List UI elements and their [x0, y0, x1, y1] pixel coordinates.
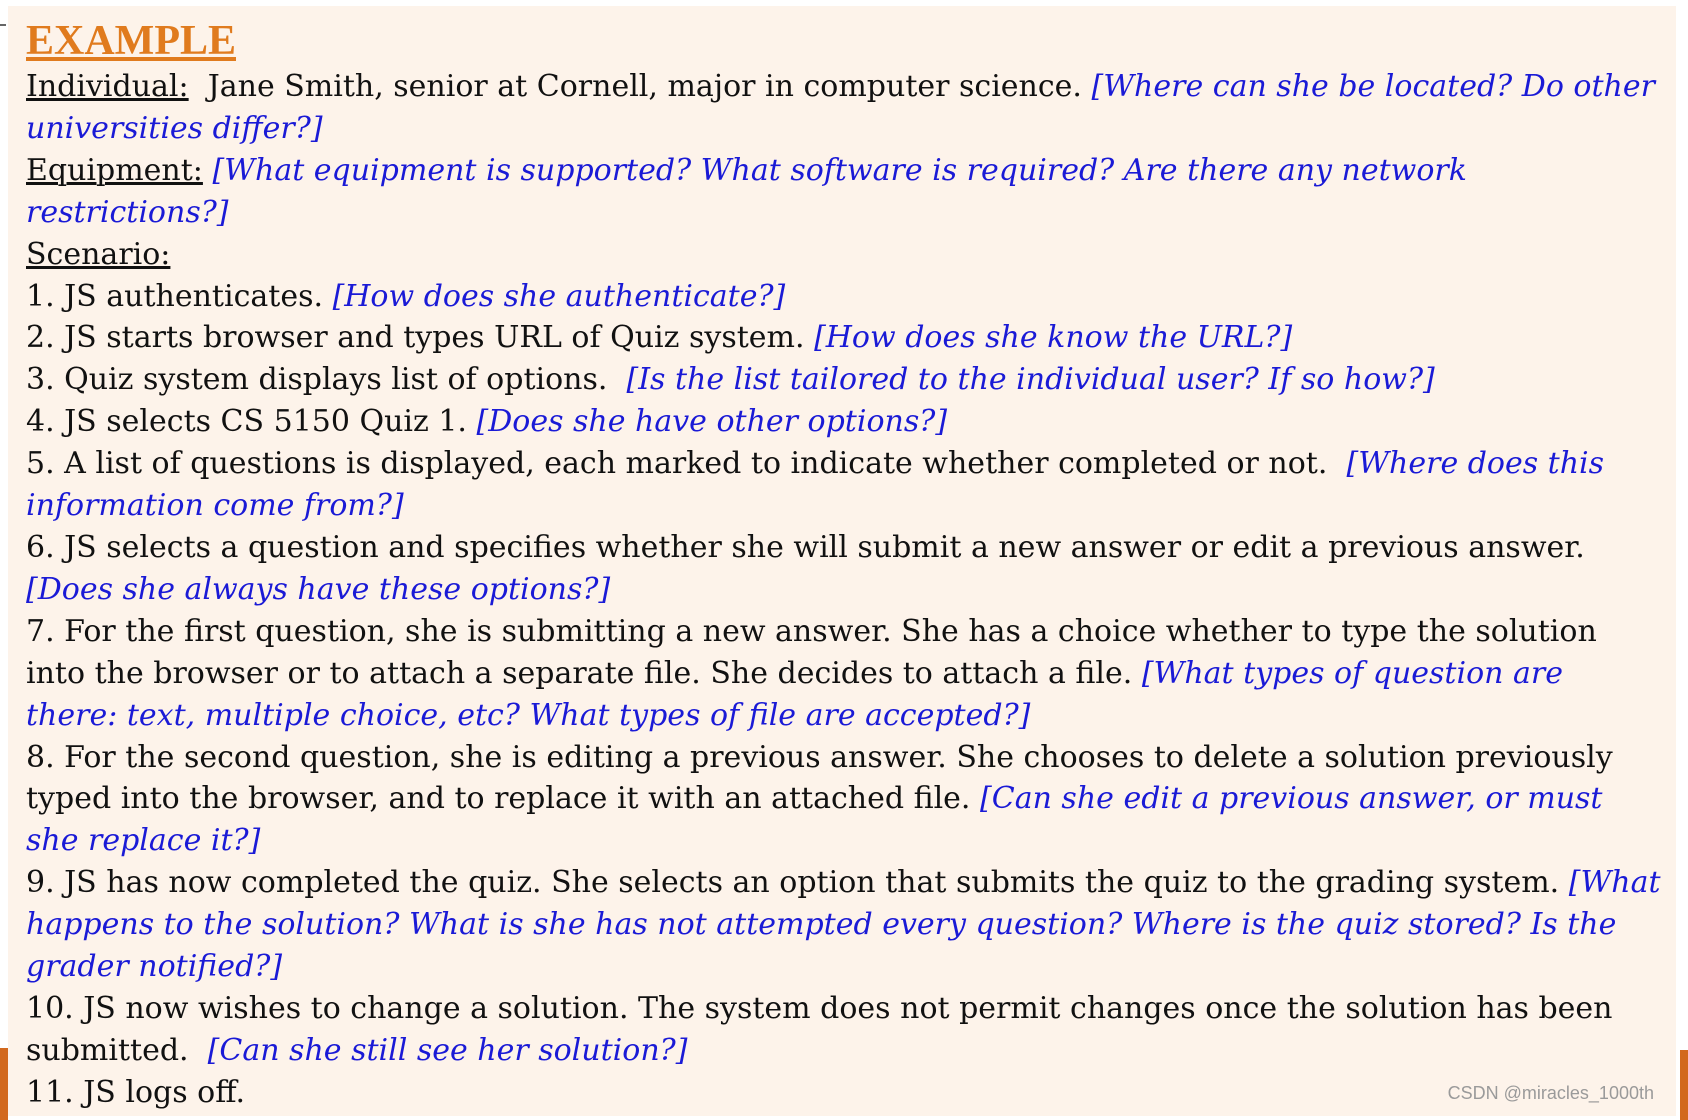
scenario-step-2 — [26, 317, 1662, 359]
equipment-label: Equipment: — [26, 152, 203, 188]
scenario-step-1 — [26, 276, 1662, 318]
step-text: 4. JS selects CS 5150 Quiz 1. — [26, 404, 467, 440]
individual-line — [26, 66, 1662, 150]
step-text: 7. For the first question, she is submitting a new answer. She has a choice whether to type the solution into the browser or to attach a separate file. She decides to attach a file. — [26, 613, 1597, 691]
individual-question: [Where can she be located? Do other universities differ?] — [26, 69, 1655, 146]
equipment-question: [What equipment is supported? What software is required? Are there any network restrictions?] — [26, 152, 1467, 230]
step-text: 2. JS starts browser and types URL of Quiz system. — [26, 320, 805, 356]
step-text: 6. JS selects a question and specifies whether she will submit a new answer or edit a previous answer. — [26, 529, 1585, 565]
accent-bar-right — [1680, 1050, 1688, 1120]
step-question: [Does she have other options?] — [476, 404, 948, 440]
step-question: [Can she edit a previous answer, or must she replace it?] — [26, 781, 1603, 859]
step-text: 3. Quiz system displays list of options. — [26, 362, 608, 398]
scenario-heading — [26, 234, 1662, 276]
slide-page — [8, 6, 1676, 1116]
step-question: [Can she still see her solution?] — [207, 1032, 688, 1068]
step-text: 1. JS authenticates. — [26, 278, 324, 314]
equipment-line — [26, 150, 1662, 234]
step-text: 10. JS now wishes to change a solution. The system does not permit changes once the solution has been submitted. — [26, 990, 1613, 1068]
step-text: 9. JS has now completed the quiz. She selects an option that submits the quiz to the grading system. — [26, 865, 1560, 901]
individual-label: Individual: — [26, 69, 189, 104]
step-question: [Where does this information come from?] — [26, 446, 1605, 524]
scenario-step-6 — [26, 527, 1662, 611]
step-text: 5. A list of questions is displayed, each marked to indicate whether completed or not. — [26, 446, 1328, 482]
scenario-step-9 — [26, 862, 1662, 988]
step-question: [How does she authenticate?] — [332, 278, 786, 314]
accent-bar-left — [0, 1048, 8, 1120]
step-text: 11. JS logs off. — [26, 1074, 245, 1110]
step-question: [How does she know the URL?] — [814, 320, 1293, 356]
step-question: [What happens to the solution? What is she has not attempted every question? Where is the quiz stored? Is the grader notified?] — [26, 865, 1661, 985]
step-question: [What types of question are there: text, multiple choice, etc? What types of file are accepted?] — [26, 655, 1563, 733]
scenario-step-4 — [26, 401, 1662, 443]
slide-title: EXAMPLE — [26, 18, 236, 64]
slide-corner-mark — [0, 24, 6, 26]
step-question: [Does she always have these options?] — [26, 571, 611, 607]
step-question: [Is the list tailored to the individual user? If so how?] — [626, 362, 1435, 398]
step-text: 8. For the second question, she is editing a previous answer. She chooses to delete a solution previously typed into the browser, and to replace it with an attached file. — [26, 739, 1613, 817]
scenario-step-10 — [26, 988, 1662, 1072]
scenario-step-8 — [26, 737, 1662, 863]
individual-text: Jane Smith, senior at Cornell, major in computer science. — [207, 69, 1082, 104]
scenario-step-5 — [26, 443, 1662, 527]
scenario-label: Scenario: — [26, 236, 171, 272]
watermark: CSDN @miracles_1000th — [1447, 1083, 1654, 1103]
scenario-step-3 — [26, 359, 1662, 401]
scenario-step-11 — [26, 1072, 1662, 1114]
scenario-step-7 — [26, 611, 1662, 737]
example-content — [26, 66, 1662, 1114]
